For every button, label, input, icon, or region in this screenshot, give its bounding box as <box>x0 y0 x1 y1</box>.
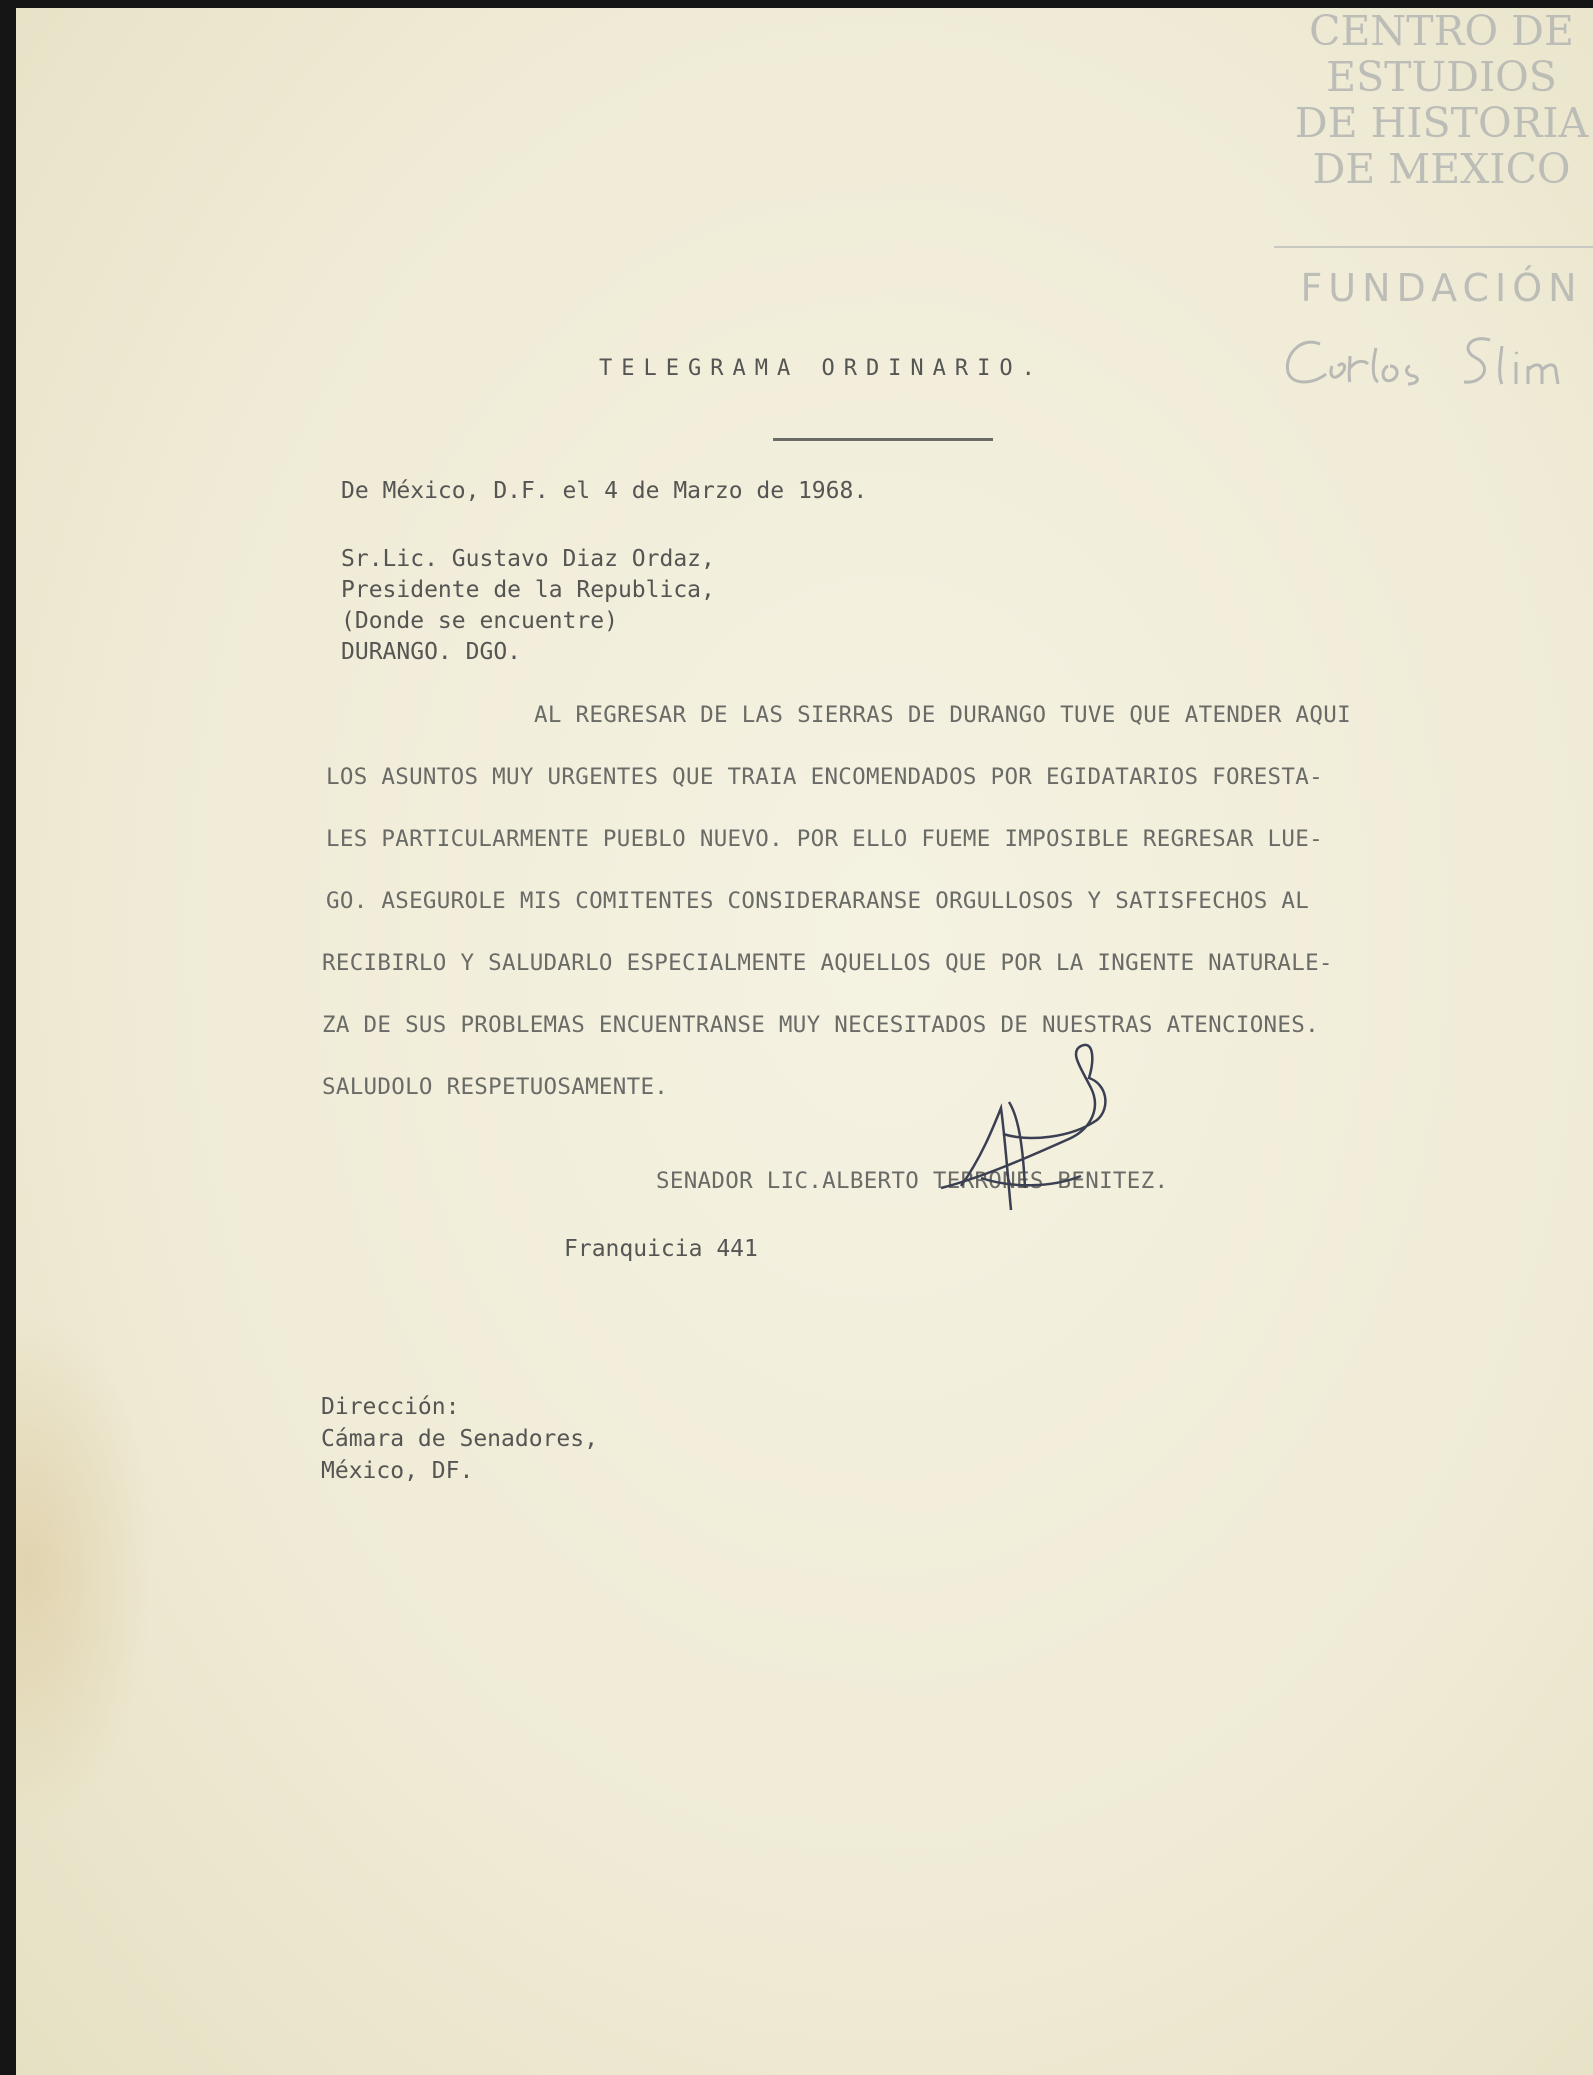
handwritten-signature <box>921 1038 1141 1218</box>
watermark-fundacion: FUNDACIÓN <box>1300 266 1583 310</box>
body-line: RECIBIRLO Y SALUDARLO ESPECIALMENTE AQUELLOS QUE POR LA INGENTE NATURALE- <box>322 950 1333 976</box>
recipient-line: Sr.Lic. Gustavo Diaz Ordaz, <box>341 546 715 572</box>
address-line: Cámara de Senadores, <box>321 1426 598 1452</box>
address-line: México, DF. <box>321 1458 474 1484</box>
franquicia-line: Franquicia 441 <box>564 1236 758 1262</box>
watermark-divider <box>1274 246 1593 248</box>
archive-watermark <box>1274 8 1593 310</box>
body-line: LES PARTICULARMENTE PUEBLO NUEVO. POR ELLO FUEME IMPOSIBLE REGRESAR LUE- <box>326 826 1323 852</box>
body-line: AL REGRESAR DE LAS SIERRAS DE DURANGO TUVE QUE ATENDER AQUI <box>534 702 1351 728</box>
recipient-line: (Donde se encuentre) <box>341 608 618 634</box>
recipient-line: Presidente de la Republica, <box>341 577 715 603</box>
watermark-line: DE MEXICO <box>1312 145 1571 193</box>
sender-line: SENADOR LIC.ALBERTO TERRONES BENITEZ. <box>656 1168 1169 1194</box>
watermark-line: CENTRO DE <box>1309 8 1574 55</box>
date-line: De México, D.F. el 4 de Marzo de 1968. <box>341 478 868 504</box>
document-page <box>16 8 1593 2075</box>
title-underline <box>773 438 993 441</box>
body-line: GO. ASEGUROLE MIS COMITENTES CONSIDERARANSE ORGULLOSOS Y SATISFECHOS AL <box>326 888 1310 914</box>
watermark-line: ESTUDIOS <box>1326 53 1557 101</box>
body-line: SALUDOLO RESPETUOSAMENTE. <box>322 1074 669 1100</box>
watermark-line: DE HISTORIA <box>1294 99 1589 147</box>
address-line: Dirección: <box>321 1394 460 1420</box>
carlos-slim-signature-logo <box>1280 326 1593 396</box>
recipient-line: DURANGO. DGO. <box>341 639 522 665</box>
paper-stain <box>16 1308 156 1828</box>
body-line: ZA DE SUS PROBLEMAS ENCUENTRANSE MUY NECESITADOS DE NUESTRAS ATENCIONES. <box>322 1012 1319 1038</box>
document-title: TELEGRAMA ORDINARIO. <box>599 356 1044 381</box>
body-line: LOS ASUNTOS MUY URGENTES QUE TRAIA ENCOMENDADOS POR EGIDATARIOS FORESTA- <box>326 764 1323 790</box>
